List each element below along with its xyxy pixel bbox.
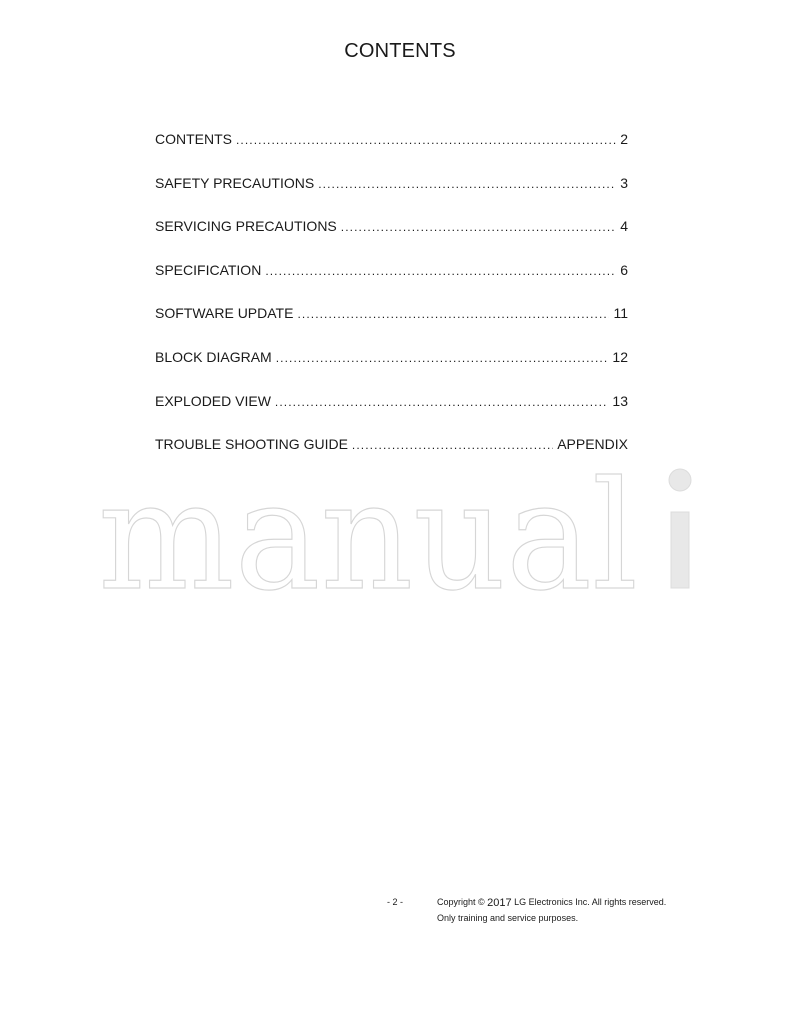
toc-entry[interactable] — [155, 436, 628, 453]
dot-leader — [318, 176, 616, 193]
toc-page: 12 — [612, 348, 628, 365]
toc-page: APPENDIX — [557, 436, 628, 453]
page-title: CONTENTS — [344, 40, 456, 62]
dot-leader — [276, 350, 609, 367]
usage-note: Only training and service purposes. — [437, 913, 579, 923]
dot-leader — [265, 263, 616, 280]
copyright-prefix: Copyright © — [437, 897, 485, 907]
toc-label: EXPLODED VIEW — [155, 392, 271, 409]
toc-label: SAFETY PRECAUTIONS — [155, 174, 315, 191]
dot-leader — [275, 394, 609, 411]
copyright-suffix: LG Electronics Inc. All rights reserved. — [514, 897, 667, 907]
table-of-contents — [155, 131, 628, 480]
toc-entry[interactable] — [155, 393, 628, 410]
toc-page: 11 — [613, 305, 628, 322]
watermark-i-dot — [669, 469, 691, 491]
dot-leader — [297, 306, 609, 323]
toc-label: BLOCK DIAGRAM — [155, 348, 272, 365]
toc-entry[interactable] — [155, 305, 628, 322]
toc-page: 6 — [620, 261, 628, 278]
toc-entry[interactable] — [155, 218, 628, 235]
toc-entry[interactable] — [155, 131, 628, 148]
toc-page: 3 — [620, 174, 628, 191]
toc-label: SOFTWARE UPDATE — [155, 305, 294, 322]
toc-page: 13 — [612, 392, 628, 409]
dot-leader — [352, 437, 553, 454]
toc-entry[interactable] — [155, 175, 628, 192]
copyright — [437, 895, 777, 926]
toc-label: CONTENTS — [155, 131, 232, 147]
dot-leader — [341, 219, 616, 236]
toc-page: 2 — [620, 131, 628, 147]
watermark-text: manual — [98, 462, 638, 592]
page-number: - 2 - — [387, 897, 404, 907]
dot-leader — [236, 132, 616, 149]
toc-label: TROUBLE SHOOTING GUIDE — [155, 436, 348, 453]
toc-label: SERVICING PRECAUTIONS — [155, 218, 337, 235]
copyright-year: 2017 — [487, 897, 512, 909]
watermark-i-stem — [671, 512, 689, 588]
toc-label: SPECIFICATION — [155, 261, 262, 278]
toc-entry[interactable] — [155, 262, 628, 279]
toc-entry[interactable] — [155, 349, 628, 366]
toc-page: 4 — [620, 218, 628, 235]
manuali-watermark — [98, 462, 708, 592]
